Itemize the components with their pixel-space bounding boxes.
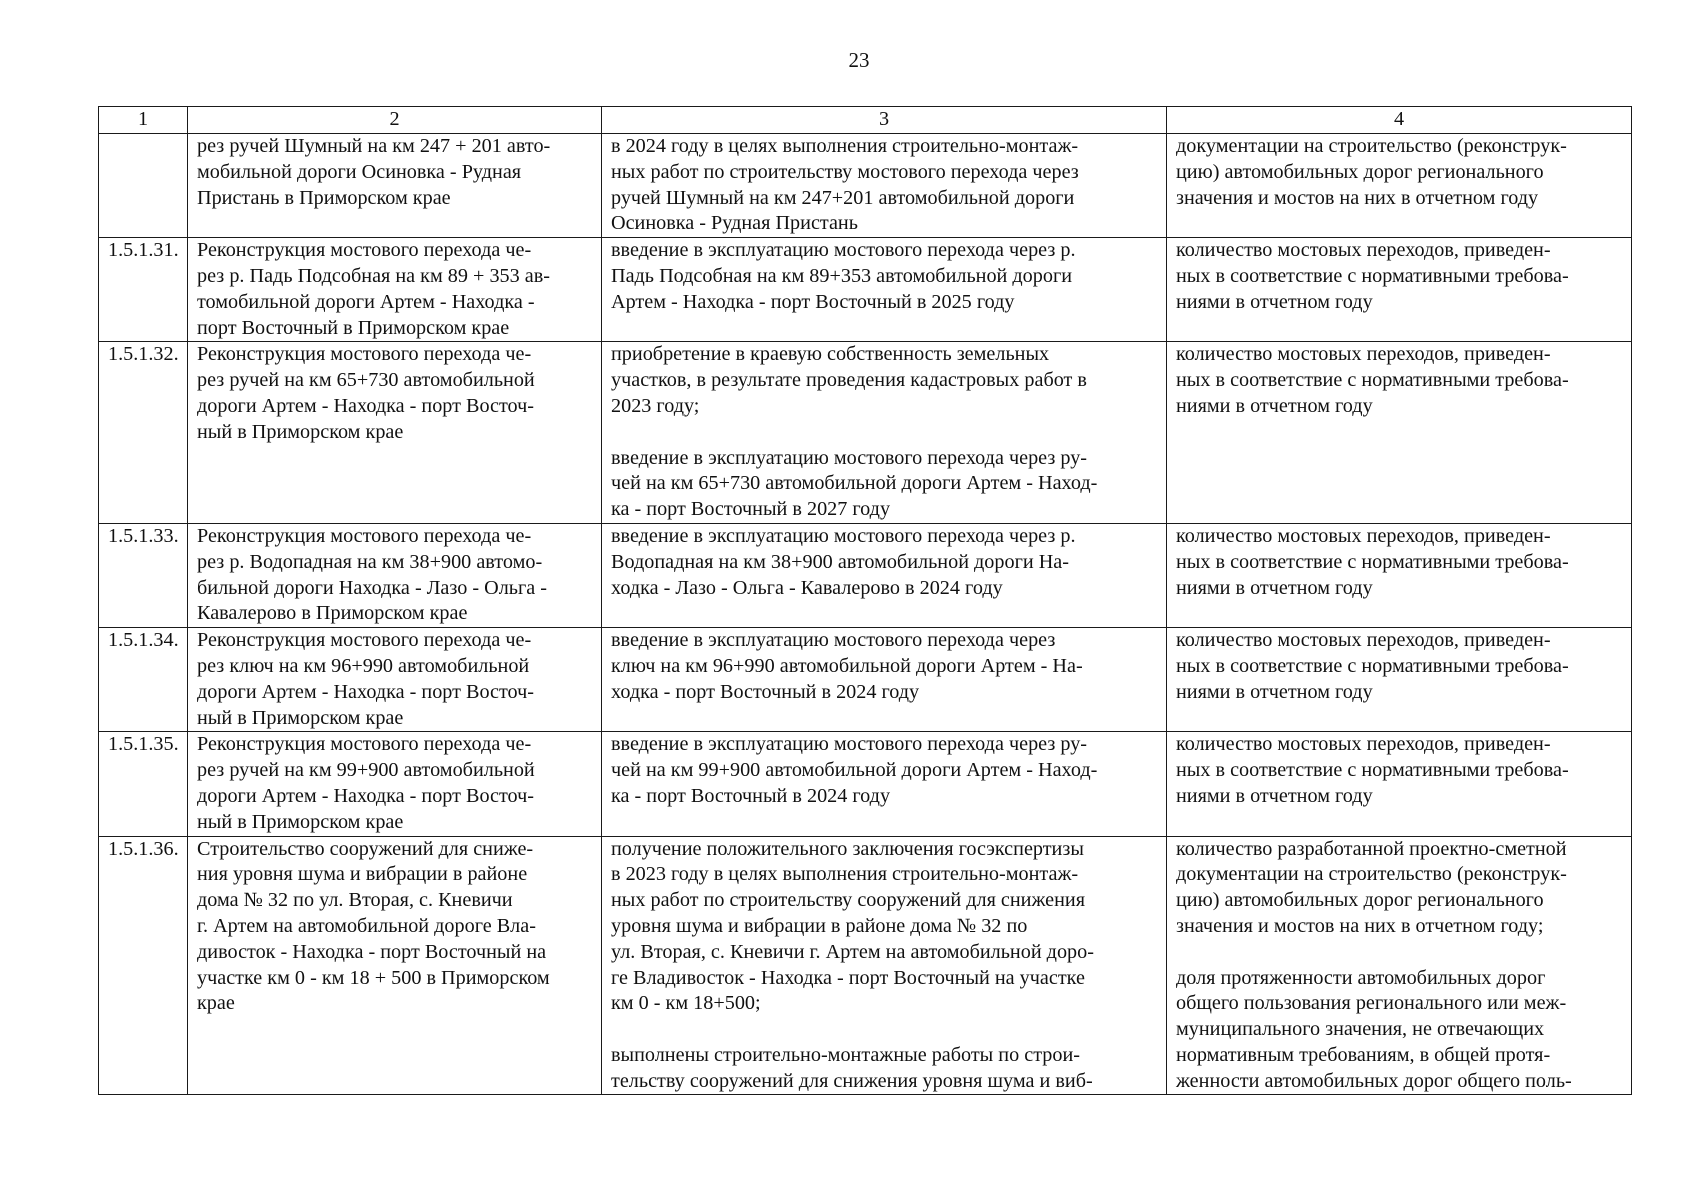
cell-text-line: ных в соответствие с нормативными требова- xyxy=(1176,550,1569,573)
cell-text-line: количество разработанной проектно-сметной xyxy=(1176,837,1567,860)
cell-text-line: ка - порт Восточный в 2027 году xyxy=(611,498,891,521)
cell-text-line: приобретение в краевую собственность земельных xyxy=(611,343,1050,366)
cell-text-line: цию) автомобильных дорог регионального xyxy=(1176,889,1544,912)
cell-text-line: дороги Артем - Находка - порт Восточ- xyxy=(197,680,535,703)
cell-text-line: крае xyxy=(197,992,235,1015)
measure-name-cell xyxy=(188,342,602,524)
cell-text-line: количество мостовых переходов, приведен- xyxy=(1176,343,1551,366)
cell-text-line: Реконструкция мостового перехода че- xyxy=(197,239,532,262)
cell-text-line: порт Восточный в Приморском крае xyxy=(197,316,510,339)
cell-text-line: чей на км 99+900 автомобильной дороги Артем - Наход- xyxy=(611,759,1098,782)
cell-text-line: Осиновка - Рудная Пристань xyxy=(611,212,858,235)
cell-text-line: нормативным требованиям, в общей протя- xyxy=(1176,1043,1551,1066)
cell-text-line: рез р. Падь Подсобная на км 89 + 353 ав- xyxy=(197,264,551,287)
cell-text-line: документации на строительство (реконструк- xyxy=(1176,863,1567,886)
cell-text-line: Реконструкция мостового перехода че- xyxy=(197,733,532,756)
cell-text-line: ных работ по строительству сооружений для снижения xyxy=(611,889,1086,912)
cell-text-line: ходка - порт Восточный в 2024 году xyxy=(611,680,920,703)
expected-result-cell xyxy=(602,238,1167,342)
row-number-cell: 1.5.1.35. xyxy=(99,732,188,836)
cell-text-line: количество мостовых переходов, приведен- xyxy=(1176,239,1551,262)
cell-text-line: ния уровня шума и вибрации в районе xyxy=(197,863,528,886)
column-header: 1 xyxy=(99,107,188,134)
column-header: 2 xyxy=(188,107,602,134)
cell-text-line: значения и мостов на них в отчетном году xyxy=(1176,186,1539,209)
cell-text-line: участке км 0 - км 18 + 500 в Приморском xyxy=(197,966,550,989)
expected-result-cell xyxy=(602,628,1167,732)
cell-text-line: ниями в отчетном году xyxy=(1176,394,1373,417)
cell-text-line: Реконструкция мостового перехода че- xyxy=(197,524,532,547)
indicator-cell xyxy=(1167,523,1632,627)
row-number-cell: 1.5.1.32. xyxy=(99,342,188,524)
cell-text-line: км 0 - км 18+500; xyxy=(611,992,761,1015)
cell-text-line: дороги Артем - Находка - порт Восточ- xyxy=(197,394,535,417)
cell-text-line: участков, в результате проведения кадастровых работ в xyxy=(611,369,1087,392)
table-row xyxy=(99,836,1632,1095)
cell-text-line: Падь Подсобная на км 89+353 автомобильной дороги xyxy=(611,264,1073,287)
row-number-cell: 1.5.1.34. xyxy=(99,628,188,732)
cell-text-line: ных работ по строительству мостового перехода через xyxy=(611,160,1079,183)
table-row xyxy=(99,342,1632,524)
cell-text-line: Строительство сооружений для сниже- xyxy=(197,837,534,860)
indicator-cell xyxy=(1167,732,1632,836)
cell-text-line: дома № 32 по ул. Вторая, с. Кневичи xyxy=(197,889,513,912)
table-header-row xyxy=(99,107,1632,134)
cell-text-line: введение в эксплуатацию мостового перехода через xyxy=(611,629,1056,652)
expected-result-cell xyxy=(602,523,1167,627)
cell-text-line: ул. Вторая, с. Кневичи г. Артем на автомобильной доро- xyxy=(611,940,1094,963)
measure-name-cell xyxy=(188,836,602,1095)
cell-text-line: ниями в отчетном году xyxy=(1176,680,1373,703)
cell-text-line: рез ручей на км 99+900 автомобильной xyxy=(197,759,535,782)
indicator-cell xyxy=(1167,342,1632,524)
page-number: 23 xyxy=(848,48,870,72)
row-number-cell: 1.5.1.33. xyxy=(99,523,188,627)
cell-text-line: ный в Приморском крае xyxy=(197,420,404,443)
cell-text-line: введение в эксплуатацию мостового перехода через р. xyxy=(611,239,1076,262)
table-row xyxy=(99,628,1632,732)
cell-text-line: мобильной дороги Осиновка - Рудная xyxy=(197,160,522,183)
cell-text-line: Кавалерово в Приморском крае xyxy=(197,602,468,625)
cell-text-line: ный в Приморском крае xyxy=(197,706,404,729)
cell-text-line: ных в соответствие с нормативными требова- xyxy=(1176,264,1569,287)
column-header: 4 xyxy=(1167,107,1632,134)
cell-text-line: Реконструкция мостового перехода че- xyxy=(197,629,532,652)
paragraph-gap xyxy=(611,420,1160,446)
cell-text-line: ниями в отчетном году xyxy=(1176,784,1373,807)
cell-text-line: количество мостовых переходов, приведен- xyxy=(1176,629,1551,652)
cell-text-line: ниями в отчетном году xyxy=(1176,290,1373,313)
measures-table xyxy=(98,106,1632,1095)
cell-text-line: 2023 году; xyxy=(611,394,700,417)
table-row xyxy=(99,134,1632,238)
cell-text-line: получение положительного заключения госэкспертизы xyxy=(611,837,1084,860)
indicator-cell xyxy=(1167,134,1632,238)
cell-text-line: рез р. Водопадная на км 38+900 автомо- xyxy=(197,550,543,573)
measure-name-cell xyxy=(188,732,602,836)
cell-text-line: цию) автомобильных дорог регионального xyxy=(1176,160,1544,183)
table-row xyxy=(99,238,1632,342)
paragraph-gap xyxy=(1176,940,1625,966)
column-header: 3 xyxy=(602,107,1167,134)
cell-text-line: женности автомобильных дорог общего поль- xyxy=(1176,1069,1572,1092)
measure-name-cell xyxy=(188,523,602,627)
indicator-cell xyxy=(1167,836,1632,1095)
expected-result-cell xyxy=(602,342,1167,524)
cell-text-line: доля протяженности автомобильных дорог xyxy=(1176,966,1546,989)
cell-text-line: рез ключ на км 96+990 автомобильной xyxy=(197,654,530,677)
cell-text-line: Пристань в Приморском крае xyxy=(197,186,451,209)
measure-name-cell xyxy=(188,134,602,238)
cell-text-line: введение в эксплуатацию мостового перехода через ру- xyxy=(611,733,1088,756)
cell-text-line: введение в эксплуатацию мостового перехода через р. xyxy=(611,524,1076,547)
cell-text-line: Реконструкция мостового перехода че- xyxy=(197,343,532,366)
table-body xyxy=(99,134,1632,1095)
measure-name-cell xyxy=(188,238,602,342)
cell-text-line: количество мостовых переходов, приведен- xyxy=(1176,524,1551,547)
cell-text-line: ключ на км 96+990 автомобильной дороги Артем - На- xyxy=(611,654,1083,677)
cell-text-line: выполнены строительно-монтажные работы по строи- xyxy=(611,1043,1080,1066)
cell-text-line: ных в соответствие с нормативными требова- xyxy=(1176,654,1569,677)
cell-text-line: документации на строительство (реконструк- xyxy=(1176,135,1567,157)
expected-result-cell xyxy=(602,134,1167,238)
row-number-cell xyxy=(99,134,188,238)
cell-text-line: ходка - Лазо - Ольга - Кавалерово в 2024 году xyxy=(611,576,1003,599)
indicator-cell xyxy=(1167,628,1632,732)
expected-result-cell xyxy=(602,836,1167,1095)
table-row xyxy=(99,732,1632,836)
table-row xyxy=(99,523,1632,627)
cell-text-line: бильной дороги Находка - Лазо - Ольга - xyxy=(197,576,547,599)
cell-text-line: уровня шума и вибрации в районе дома № 32 по xyxy=(611,914,1028,937)
cell-text-line: Артем - Находка - порт Восточный в 2025 году xyxy=(611,290,1015,313)
cell-text-line: ге Владивосток - Находка - порт Восточный на участке xyxy=(611,966,1085,989)
cell-text-line: тельству сооружений для снижения уровня шума и виб- xyxy=(611,1069,1093,1092)
cell-text-line: ка - порт Восточный в 2024 году xyxy=(611,784,891,807)
cell-text-line: введение в эксплуатацию мостового перехода через ру- xyxy=(611,446,1088,469)
cell-text-line: в 2023 году в целях выполнения строительно-монтаж- xyxy=(611,863,1079,886)
cell-text-line: рез ручей Шумный на км 247 + 201 авто- xyxy=(197,135,551,157)
cell-text-line: дороги Артем - Находка - порт Восточ- xyxy=(197,784,535,807)
cell-text-line: ный в Приморском крае xyxy=(197,810,404,833)
cell-text-line: ных в соответствие с нормативными требова- xyxy=(1176,369,1569,392)
cell-text-line: ручей Шумный на км 247+201 автомобильной дороги xyxy=(611,186,1075,209)
cell-text-line: количество мостовых переходов, приведен- xyxy=(1176,733,1551,756)
cell-text-line: г. Артем на автомобильной дороге Вла- xyxy=(197,914,536,937)
row-number-cell: 1.5.1.31. xyxy=(99,238,188,342)
cell-text-line: рез ручей на км 65+730 автомобильной xyxy=(197,369,535,392)
cell-text-line: общего пользования регионального или меж- xyxy=(1176,992,1567,1015)
cell-text-line: ниями в отчетном году xyxy=(1176,576,1373,599)
expected-result-cell xyxy=(602,732,1167,836)
measure-name-cell xyxy=(188,628,602,732)
cell-text-line: чей на км 65+730 автомобильной дороги Артем - Наход- xyxy=(611,472,1098,495)
cell-text-line: дивосток - Находка - порт Восточный на xyxy=(197,940,547,963)
cell-text-line: в 2024 году в целях выполнения строительно-монтаж- xyxy=(611,135,1079,157)
cell-text-line: Водопадная на км 38+900 автомобильной дороги На- xyxy=(611,550,1069,573)
cell-text-line: ных в соответствие с нормативными требова- xyxy=(1176,759,1569,782)
row-number-cell: 1.5.1.36. xyxy=(99,836,188,1095)
paragraph-gap xyxy=(611,1017,1160,1043)
cell-text-line: томобильной дороги Артем - Находка - xyxy=(197,290,535,313)
cell-text-line: муниципального значения, не отвечающих xyxy=(1176,1018,1545,1041)
indicator-cell xyxy=(1167,238,1632,342)
cell-text-line: значения и мостов на них в отчетном году; xyxy=(1176,914,1544,937)
